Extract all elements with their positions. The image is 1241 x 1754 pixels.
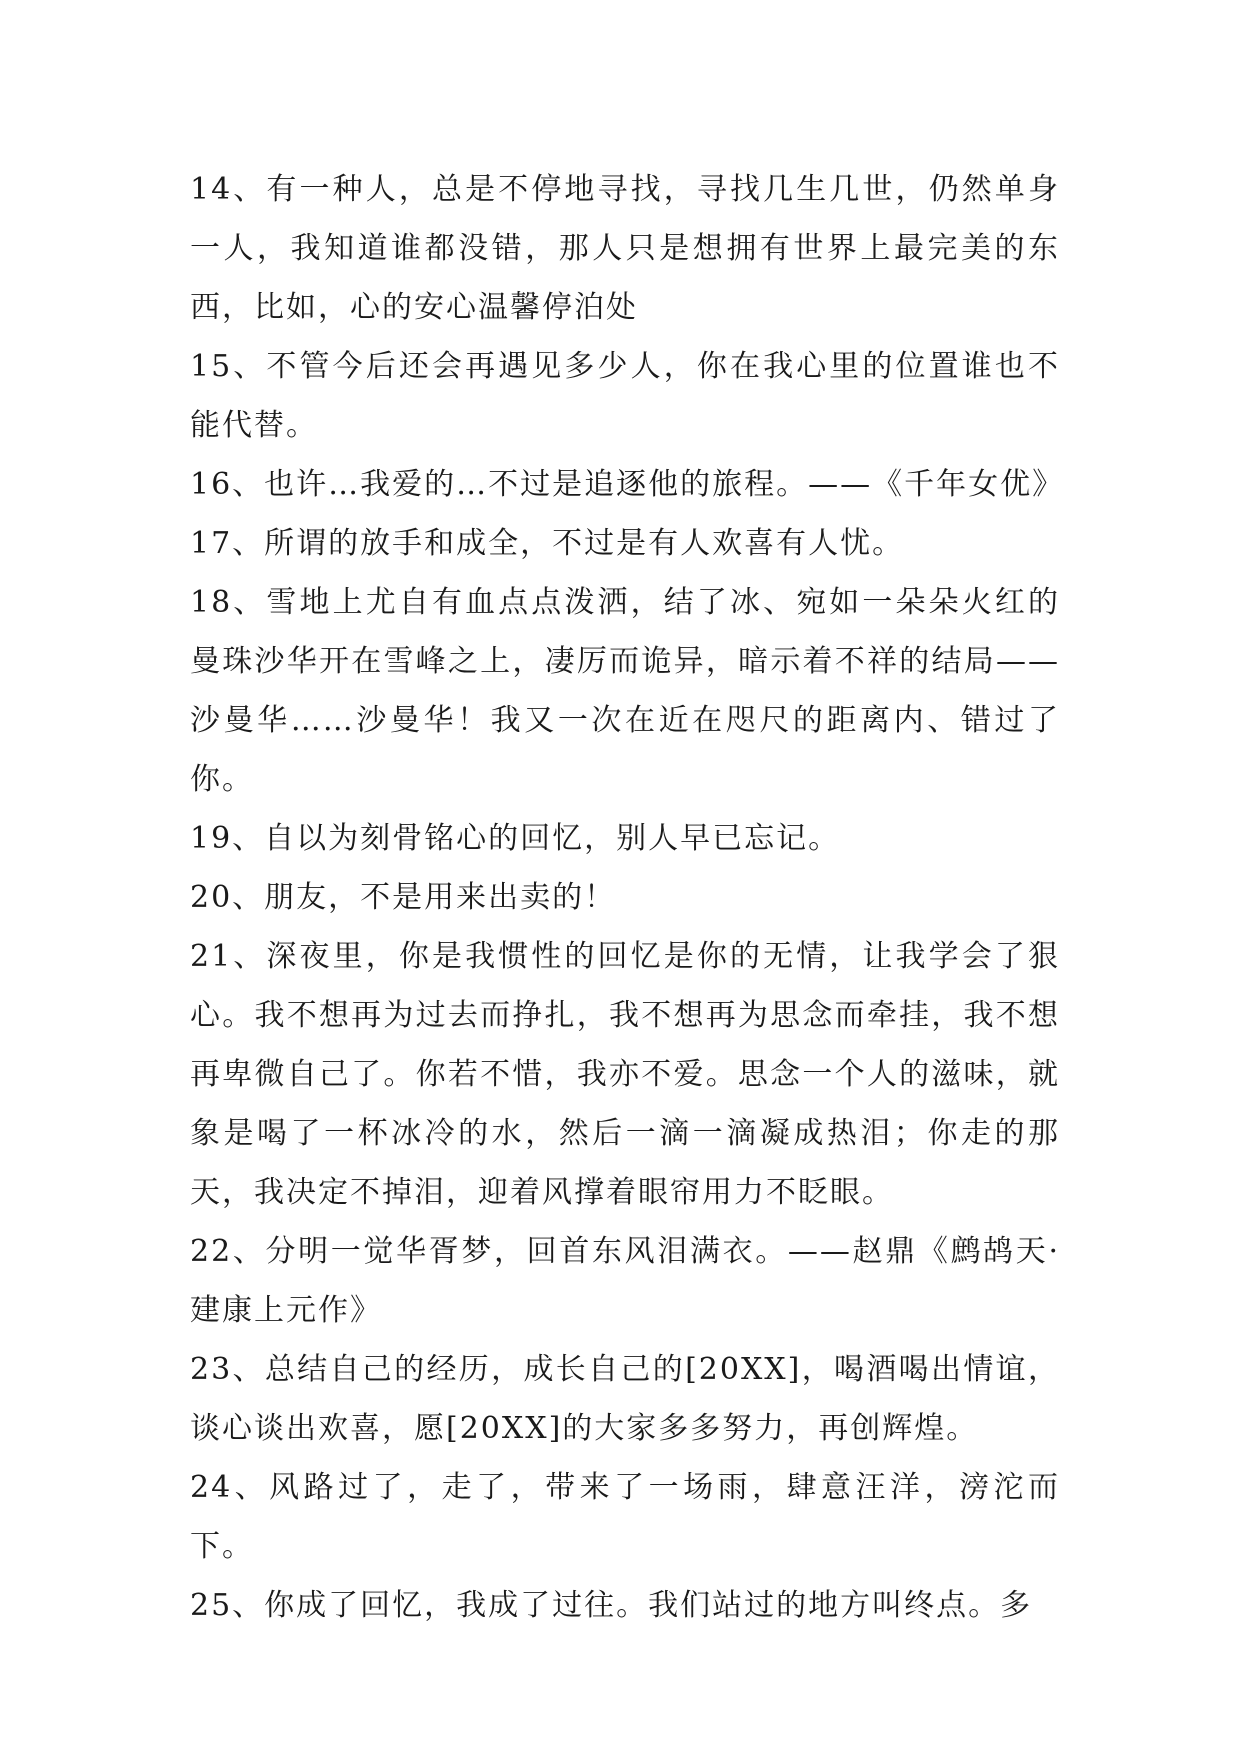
quote-paragraph-25: 25、你成了回忆，我成了过往。我们站过的地方叫终点。多: [190, 1588, 1033, 1623]
quote-paragraph-17: 17、所谓的放手和成全，不过是有人欢喜有人忧。: [190, 526, 905, 561]
quote-paragraph-22: 22、分明一觉华胥梦，回首东风泪满衣。——赵鼎《鹧鸪天·建康上元作》: [190, 1234, 1060, 1328]
quote-paragraph-18: 18、雪地上尤自有血点点泼洒，结了冰、宛如一朵朵火红的曼珠沙华开在雪峰之上，凄厉而诡异，暗示着不祥的结局——沙曼华……沙曼华！我又一次在近在咫尺的距离内、错过了你。: [190, 585, 1060, 797]
document-body: [190, 160, 1065, 1635]
quote-paragraph-24: 24、风路过了，走了，带来了一场雨，肆意汪洋，滂沱而下。: [190, 1470, 1060, 1564]
quote-paragraph-14: 14、有一种人，总是不停地寻找，寻找几生几世，仍然单身一人，我知道谁都没错，那人只是想拥有世界上最完美的东西，比如，心的安心温馨停泊处: [190, 172, 1060, 325]
quote-paragraph-20: 20、朋友，不是用来出卖的！: [190, 880, 617, 915]
quote-paragraph-15: 15、不管今后还会再遇见多少人，你在我心里的位置谁也不能代替。: [190, 349, 1060, 443]
quote-paragraph-19: 19、自以为刻骨铭心的回忆，别人早已忘记。: [190, 821, 841, 856]
quote-paragraph-23: 23、总结自己的经历，成长自己的[20XX]，喝酒喝出情谊，谈心谈出欢喜，愿[20XX]的大家多多努力，再创辉煌。: [190, 1352, 1060, 1446]
quote-paragraph-16: 16、也许…我爱的…不过是追逐他的旅程。——《千年女优》: [190, 467, 1065, 502]
quote-paragraph-21: 21、深夜里，你是我惯性的回忆是你的无情，让我学会了狠心。我不想再为过去而挣扎，我不想再为思念而牵挂，我不想再卑微自己了。你若不惜，我亦不爱。思念一个人的滋味，就象是喝了一杯冰冷的水，然后一滴一滴凝成热泪；你走的那天，我决定不掉泪，迎着风撑着眼帘用力不眨眼。: [190, 939, 1060, 1210]
